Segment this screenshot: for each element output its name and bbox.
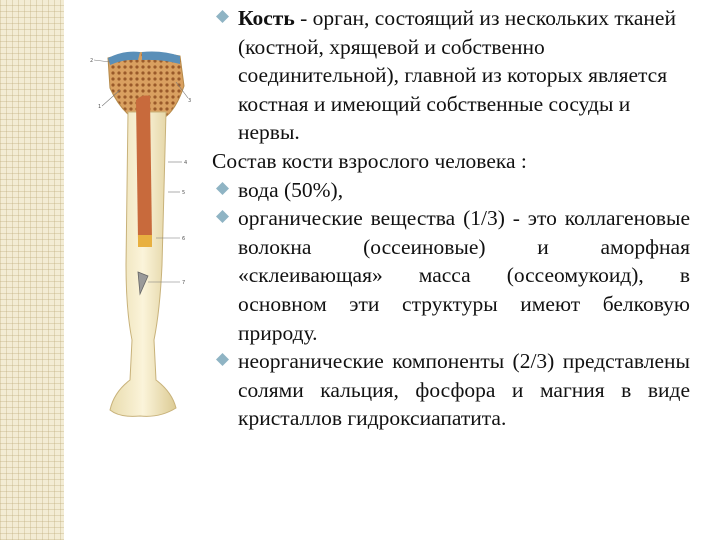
diamond-bullet-icon (216, 182, 229, 195)
decorative-side-strip (0, 0, 64, 540)
bone-illustration (80, 40, 210, 430)
diamond-bullet-icon (216, 353, 229, 366)
water-item: вода (50%), (238, 177, 344, 202)
list-item (212, 204, 690, 347)
label-7: 7 (182, 280, 186, 286)
list-item (212, 4, 690, 147)
list-item (212, 347, 690, 433)
label-6: 6 (182, 236, 186, 242)
inorganic-item: неорганические компоненты (2/3) представлены солями кальция, фосфора и магния в виде кристаллов гидроксиапатита. (238, 349, 690, 431)
label-4: 4 (184, 160, 188, 166)
label-5: 5 (182, 190, 186, 196)
medullary-cavity (136, 96, 152, 241)
label-3: 3 (188, 98, 192, 104)
organic-item: органические вещества (1/3) - это коллагеновые волокна (оссеиновые) и аморфная «склеивающая» масса (оссеомукоид), в основном эти структуры имеют белковую природу. (238, 206, 690, 345)
term-bone: Кость (238, 6, 295, 30)
medullary-marker (138, 235, 152, 247)
label-1: 1 (98, 104, 102, 110)
diamond-bullet-icon (216, 210, 229, 223)
list-item (212, 176, 690, 205)
slide-text (212, 4, 690, 433)
bone-definition: - орган, состоящий из нескольких тканей (костной, хрящевой и собственно соединительной), главной из которых является костная и имеющий собственные сосуды и нервы. (238, 6, 676, 145)
composition-heading: Состав кости взрослого человека : (212, 148, 527, 173)
diamond-bullet-icon (216, 10, 229, 23)
label-2: 2 (90, 58, 94, 64)
